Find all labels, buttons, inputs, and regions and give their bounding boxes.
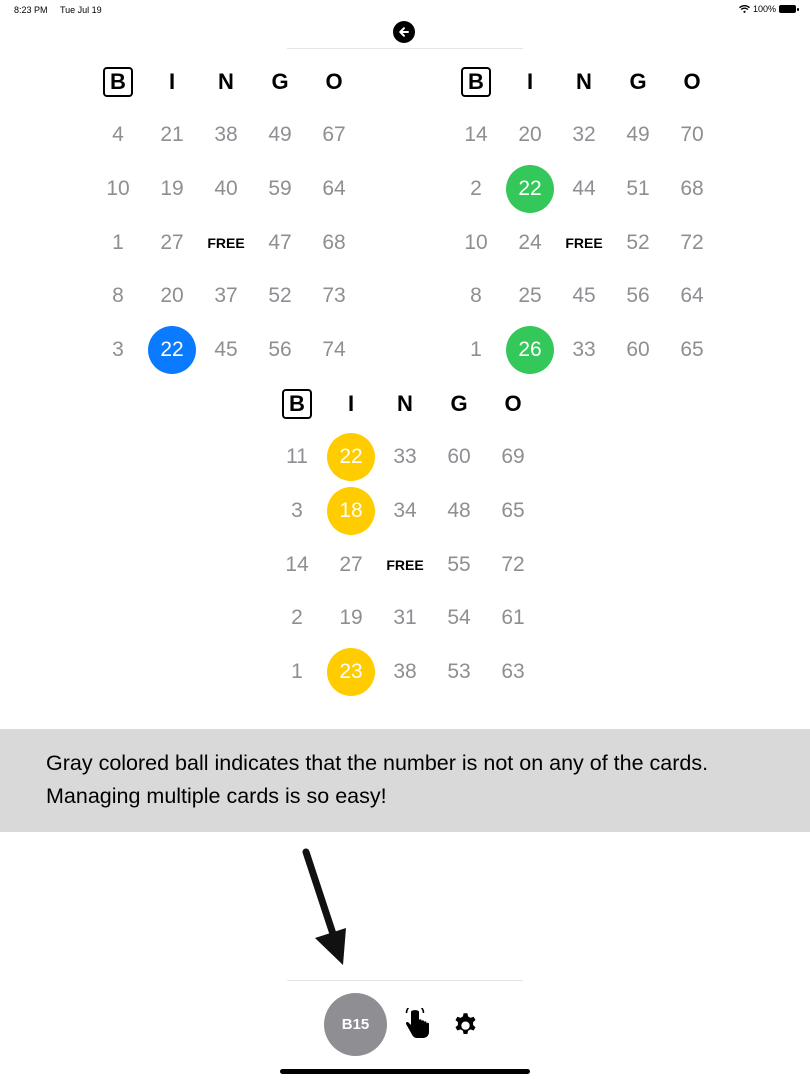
card-header-row (270, 377, 540, 431)
free-space[interactable]: FREE (565, 234, 603, 251)
number-cell[interactable]: 69 (501, 445, 525, 469)
number-cell[interactable]: 64 (680, 284, 704, 308)
number-cell[interactable]: 34 (393, 498, 417, 522)
header-letter-i: I (526, 68, 534, 94)
status-right (739, 4, 796, 14)
number-cell[interactable]: 45 (214, 337, 238, 361)
battery-icon (779, 5, 796, 13)
number-cell[interactable]: 10 (464, 230, 488, 254)
home-indicator[interactable] (280, 1069, 530, 1074)
header-letter-n: N (576, 68, 592, 94)
number-cell[interactable]: 72 (680, 230, 704, 254)
card-row (449, 323, 719, 377)
number-cell[interactable]: 64 (322, 176, 346, 200)
number-cell[interactable]: 56 (268, 337, 292, 361)
number-cell[interactable]: 19 (339, 606, 363, 630)
number-cell[interactable]: 40 (214, 176, 238, 200)
number-cell[interactable]: 20 (160, 284, 184, 308)
marked-number-cell[interactable] (503, 162, 557, 216)
number-cell[interactable]: 54 (447, 606, 471, 630)
header-letter-i: I (168, 68, 176, 94)
number-cell[interactable]: 56 (626, 284, 650, 308)
number-cell[interactable]: 8 (470, 284, 482, 308)
number-cell[interactable]: 14 (285, 552, 309, 576)
number-cell[interactable]: 70 (680, 123, 704, 147)
number-cell[interactable]: 44 (572, 176, 596, 200)
number-cell[interactable]: 1 (112, 230, 124, 254)
marked-number-cell[interactable] (503, 323, 557, 377)
header-letter-o: O (504, 390, 522, 416)
number-cell[interactable]: 55 (447, 552, 471, 576)
number-cell[interactable]: 74 (322, 337, 346, 361)
number-cell[interactable]: 37 (214, 284, 238, 308)
number-cell[interactable]: 11 (286, 445, 308, 469)
marked-number-cell[interactable] (324, 645, 378, 699)
number-cell[interactable]: 4 (112, 123, 124, 147)
number-cell[interactable]: 20 (518, 123, 542, 147)
header-letter-box: B (461, 67, 491, 97)
number-cell[interactable]: 3 (112, 337, 124, 361)
header-letter-b (449, 55, 503, 109)
number-cell[interactable]: 72 (501, 552, 525, 576)
caption-line-1: Gray colored ball indicates that the number is not on any of the cards. (46, 751, 709, 775)
caption-band (0, 729, 810, 832)
arrow-left-icon (398, 26, 410, 38)
battery-percent: 100% (752, 4, 776, 14)
number-cell[interactable]: 1 (291, 659, 303, 683)
number-cell[interactable]: 14 (464, 123, 488, 147)
number-cell[interactable]: 63 (501, 659, 525, 683)
header-letter-o: O (683, 68, 701, 94)
card-row (449, 216, 719, 270)
marked-ball: 22 (506, 165, 554, 213)
header-letter-b (270, 377, 324, 431)
header-letter-g: G (629, 68, 647, 94)
free-space[interactable]: FREE (386, 556, 424, 573)
card-row (270, 538, 540, 592)
tap-hand-icon[interactable] (402, 1008, 432, 1040)
number-cell[interactable]: 24 (518, 230, 542, 254)
number-cell[interactable]: 52 (268, 284, 292, 308)
annotation-arrow (290, 848, 360, 973)
number-cell[interactable]: 31 (393, 606, 417, 630)
header-letter-n: N (397, 390, 413, 416)
header-letter-i: I (347, 390, 355, 416)
header-letter-n: N (218, 68, 234, 94)
card-row (91, 109, 361, 163)
card-row (91, 323, 361, 377)
number-cell[interactable]: 60 (447, 445, 471, 469)
card-header-row (91, 55, 361, 109)
number-cell[interactable]: 52 (626, 230, 650, 254)
status-bar (0, 0, 810, 20)
number-cell[interactable]: 68 (322, 230, 346, 254)
card-row (91, 216, 361, 270)
card-row (449, 109, 719, 163)
number-cell[interactable]: 8 (112, 284, 124, 308)
marked-ball: 18 (327, 487, 375, 535)
number-cell[interactable]: 61 (501, 606, 525, 630)
number-cell[interactable]: 49 (268, 123, 292, 147)
header-letter-b (91, 55, 145, 109)
wifi-icon (739, 5, 750, 13)
number-cell[interactable]: 10 (106, 176, 130, 200)
top-divider (287, 48, 523, 49)
back-button[interactable] (393, 21, 415, 43)
marked-number-cell[interactable] (324, 484, 378, 538)
card-row (270, 431, 540, 485)
bingo-card-3 (270, 377, 540, 699)
number-cell[interactable]: 47 (268, 230, 292, 254)
number-cell[interactable]: 19 (160, 176, 184, 200)
card-row (270, 591, 540, 645)
number-cell[interactable]: 60 (626, 337, 650, 361)
marked-number-cell[interactable] (145, 323, 199, 377)
number-cell[interactable]: 38 (393, 659, 417, 683)
number-cell[interactable]: 45 (572, 284, 596, 308)
bingo-card-2 (449, 55, 719, 377)
number-cell[interactable]: 33 (393, 445, 417, 469)
number-cell[interactable]: 33 (572, 337, 596, 361)
called-ball-button[interactable]: B15 (324, 993, 387, 1056)
card-header-row (449, 55, 719, 109)
bottom-divider (287, 980, 523, 981)
free-space[interactable]: FREE (207, 234, 245, 251)
number-cell[interactable]: 1 (470, 337, 482, 361)
header-letter-box: B (282, 389, 312, 419)
bingo-card-1 (91, 55, 361, 377)
number-cell[interactable]: 59 (268, 176, 292, 200)
gear-icon[interactable] (452, 1011, 479, 1038)
number-cell[interactable]: 48 (447, 498, 471, 522)
number-cell[interactable]: 27 (339, 552, 363, 576)
card-row (449, 162, 719, 216)
marked-ball: 22 (327, 433, 375, 481)
card-row (91, 269, 361, 323)
marked-ball: 22 (148, 326, 196, 374)
caption-line-2: Managing multiple cards is so easy! (46, 784, 387, 808)
number-cell[interactable]: 2 (470, 176, 482, 200)
status-time: 8:23 PM (14, 5, 48, 15)
number-cell[interactable]: 21 (160, 123, 184, 147)
header-letter-o: O (325, 68, 343, 94)
status-date: Tue Jul 19 (60, 5, 102, 15)
number-cell[interactable]: 65 (680, 337, 704, 361)
header-letter-g: G (450, 390, 468, 416)
number-cell[interactable]: 38 (214, 123, 238, 147)
header-letter-g: G (271, 68, 289, 94)
number-cell[interactable]: 68 (680, 176, 704, 200)
card-row (91, 162, 361, 216)
number-cell[interactable]: 25 (518, 284, 542, 308)
number-cell[interactable]: 53 (447, 659, 471, 683)
card-row (270, 484, 540, 538)
number-cell[interactable]: 3 (291, 498, 303, 522)
number-cell[interactable]: 32 (572, 123, 596, 147)
marked-ball: 23 (327, 648, 375, 696)
header-letter-box: B (103, 67, 133, 97)
marked-number-cell[interactable] (324, 431, 378, 485)
number-cell[interactable]: 27 (160, 230, 184, 254)
card-row (449, 269, 719, 323)
number-cell[interactable]: 51 (626, 176, 650, 200)
number-cell[interactable]: 65 (501, 498, 525, 522)
number-cell[interactable]: 2 (291, 606, 303, 630)
marked-ball: 26 (506, 326, 554, 374)
number-cell[interactable]: 67 (322, 123, 346, 147)
number-cell[interactable]: 73 (322, 284, 346, 308)
card-row (270, 645, 540, 699)
number-cell[interactable]: 49 (626, 123, 650, 147)
